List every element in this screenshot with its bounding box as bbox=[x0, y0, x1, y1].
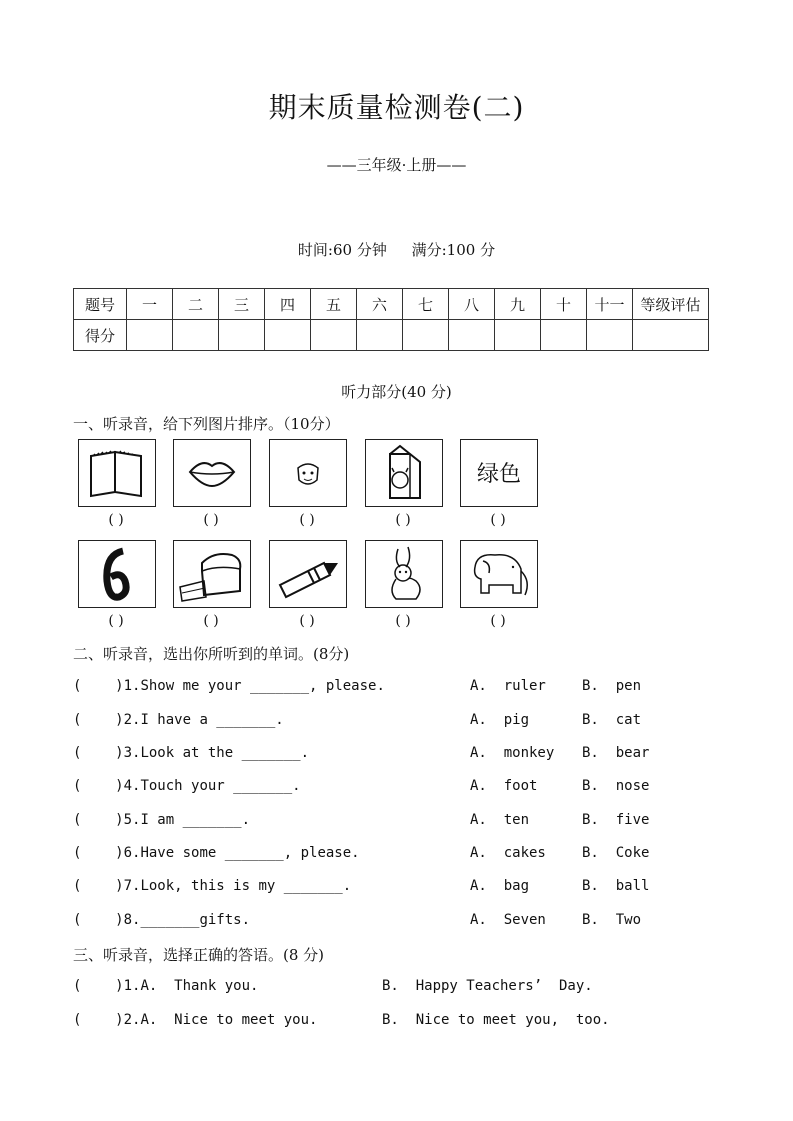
score-input-cell[interactable] bbox=[219, 320, 265, 351]
score-table-score-row bbox=[74, 320, 709, 351]
option-a: A. pig bbox=[470, 712, 530, 728]
score-table-cell: 题号 bbox=[74, 289, 127, 320]
answer-paren[interactable]: ( ) bbox=[203, 613, 219, 629]
elephant-icon bbox=[460, 540, 538, 608]
score-input-cell[interactable] bbox=[127, 320, 173, 351]
score-table-cell: 五 bbox=[311, 289, 357, 320]
page-title: 期末质量检测卷(二) bbox=[268, 91, 525, 124]
score-table-header-row bbox=[74, 289, 709, 320]
answer-paren[interactable]: ( ) bbox=[490, 512, 506, 528]
answer-paren[interactable]: ( )4. bbox=[73, 778, 141, 794]
green-text-card bbox=[460, 439, 538, 507]
answer-paren[interactable]: ( )5. bbox=[73, 812, 141, 828]
option-b: B. Happy Teachers’ Day. bbox=[382, 978, 593, 994]
section-title: 听力部分(40 分) bbox=[341, 383, 452, 401]
crayon-icon bbox=[269, 540, 347, 608]
q2-item bbox=[73, 678, 385, 694]
score-table-cell: 得分 bbox=[74, 320, 127, 351]
answer-paren[interactable]: ( )6. bbox=[73, 845, 141, 861]
option-a: A. Seven bbox=[470, 912, 546, 928]
q3-item bbox=[73, 1012, 317, 1028]
option-a: A. foot bbox=[470, 778, 538, 794]
option-a: A. cakes bbox=[470, 845, 546, 861]
score-table-cell: 三 bbox=[219, 289, 265, 320]
option-b: B. five bbox=[582, 812, 650, 828]
q2-sentence: Have some _______, please. bbox=[140, 845, 360, 861]
score-table-cell: 九 bbox=[495, 289, 541, 320]
score-label: 满分:100 分 bbox=[411, 241, 496, 259]
option-a: A. Nice to meet you. bbox=[140, 1012, 318, 1028]
score-input-cell[interactable] bbox=[541, 320, 587, 351]
q2-sentence: Look, this is my _______. bbox=[140, 878, 352, 894]
score-input-cell[interactable] bbox=[403, 320, 449, 351]
q1-heading: 一、听录音，给下列图片排序。（10分） bbox=[73, 415, 340, 433]
answer-paren[interactable]: ( )8. bbox=[73, 912, 141, 928]
score-input-cell[interactable] bbox=[311, 320, 357, 351]
q2-sentence: Show me your _______, please. bbox=[140, 678, 385, 694]
answer-paren[interactable]: ( )7. bbox=[73, 878, 141, 894]
rabbit-icon bbox=[365, 540, 443, 608]
option-b: B. bear bbox=[582, 745, 650, 761]
score-table-cell: 十一 bbox=[587, 289, 633, 320]
score-table-cell: 八 bbox=[449, 289, 495, 320]
answer-paren[interactable]: ( )2. bbox=[73, 1012, 141, 1028]
score-table-cell: 四 bbox=[265, 289, 311, 320]
score-input-cell[interactable] bbox=[633, 320, 709, 351]
answer-paren[interactable]: ( ) bbox=[395, 613, 411, 629]
score-table-cell: 十 bbox=[541, 289, 587, 320]
option-b: B. ball bbox=[582, 878, 650, 894]
option-b: B. pen bbox=[582, 678, 642, 694]
q2-item bbox=[73, 745, 309, 761]
score-input-cell[interactable] bbox=[449, 320, 495, 351]
option-a: A. ruler bbox=[470, 678, 546, 694]
score-table-cell: 二 bbox=[173, 289, 219, 320]
green-card-text: 绿色 bbox=[476, 462, 521, 487]
answer-paren[interactable]: ( ) bbox=[395, 512, 411, 528]
book-icon bbox=[78, 439, 156, 507]
milk-carton-icon bbox=[365, 439, 443, 507]
q2-item bbox=[73, 878, 351, 894]
score-table-cell: 一 bbox=[127, 289, 173, 320]
option-a: A. bag bbox=[470, 878, 530, 894]
lips-icon bbox=[173, 439, 251, 507]
q2-item bbox=[73, 912, 250, 928]
answer-paren[interactable]: ( ) bbox=[490, 613, 506, 629]
answer-paren[interactable]: ( )1. bbox=[73, 978, 141, 994]
time-label: 时间:60 分钟 bbox=[297, 241, 387, 259]
q2-sentence: Touch your _______. bbox=[140, 778, 301, 794]
answer-paren[interactable]: ( )3. bbox=[73, 745, 141, 761]
score-input-cell[interactable] bbox=[173, 320, 219, 351]
answer-paren[interactable]: ( )1. bbox=[73, 678, 141, 694]
score-table-cell: 等级评估 bbox=[633, 289, 709, 320]
option-a: A. Thank you. bbox=[140, 978, 259, 994]
option-b: B. Nice to meet you, too. bbox=[382, 1012, 610, 1028]
option-b: B. nose bbox=[582, 778, 650, 794]
answer-paren[interactable]: ( ) bbox=[299, 512, 315, 528]
option-b: B. cat bbox=[582, 712, 642, 728]
score-input-cell[interactable] bbox=[265, 320, 311, 351]
option-b: B. Two bbox=[582, 912, 642, 928]
answer-paren[interactable]: ( ) bbox=[299, 613, 315, 629]
option-b: B. Coke bbox=[582, 845, 650, 861]
answer-paren[interactable]: ( ) bbox=[108, 613, 124, 629]
score-table-cell: 六 bbox=[357, 289, 403, 320]
answer-paren[interactable]: ( ) bbox=[108, 512, 124, 528]
answer-paren[interactable]: ( )2. bbox=[73, 712, 141, 728]
score-input-cell[interactable] bbox=[495, 320, 541, 351]
q3-item bbox=[73, 978, 258, 994]
number-six-icon bbox=[78, 540, 156, 608]
q2-sentence: I am _______. bbox=[140, 812, 251, 828]
score-input-cell[interactable] bbox=[357, 320, 403, 351]
option-a: A. monkey bbox=[470, 745, 555, 761]
q2-sentence: I have a _______. bbox=[140, 712, 284, 728]
q2-sentence: _______gifts. bbox=[140, 912, 251, 928]
q2-item bbox=[73, 778, 301, 794]
bread-icon bbox=[173, 540, 251, 608]
q2-item bbox=[73, 712, 284, 728]
q2-heading: 二、听录音，选出你所听到的单词。(8分) bbox=[73, 645, 350, 663]
exam-info bbox=[0, 239, 793, 260]
face-icon bbox=[269, 439, 347, 507]
q2-item bbox=[73, 812, 250, 828]
page-subtitle: ——三年级·上册—— bbox=[326, 156, 467, 174]
q3-heading: 三、听录音，选择正确的答语。(8 分) bbox=[73, 946, 325, 964]
q2-item bbox=[73, 845, 360, 861]
q2-sentence: Look at the _______. bbox=[140, 745, 310, 761]
score-table-cell: 七 bbox=[403, 289, 449, 320]
answer-paren[interactable]: ( ) bbox=[203, 512, 219, 528]
score-table bbox=[73, 288, 709, 351]
score-input-cell[interactable] bbox=[587, 320, 633, 351]
option-a: A. ten bbox=[470, 812, 530, 828]
